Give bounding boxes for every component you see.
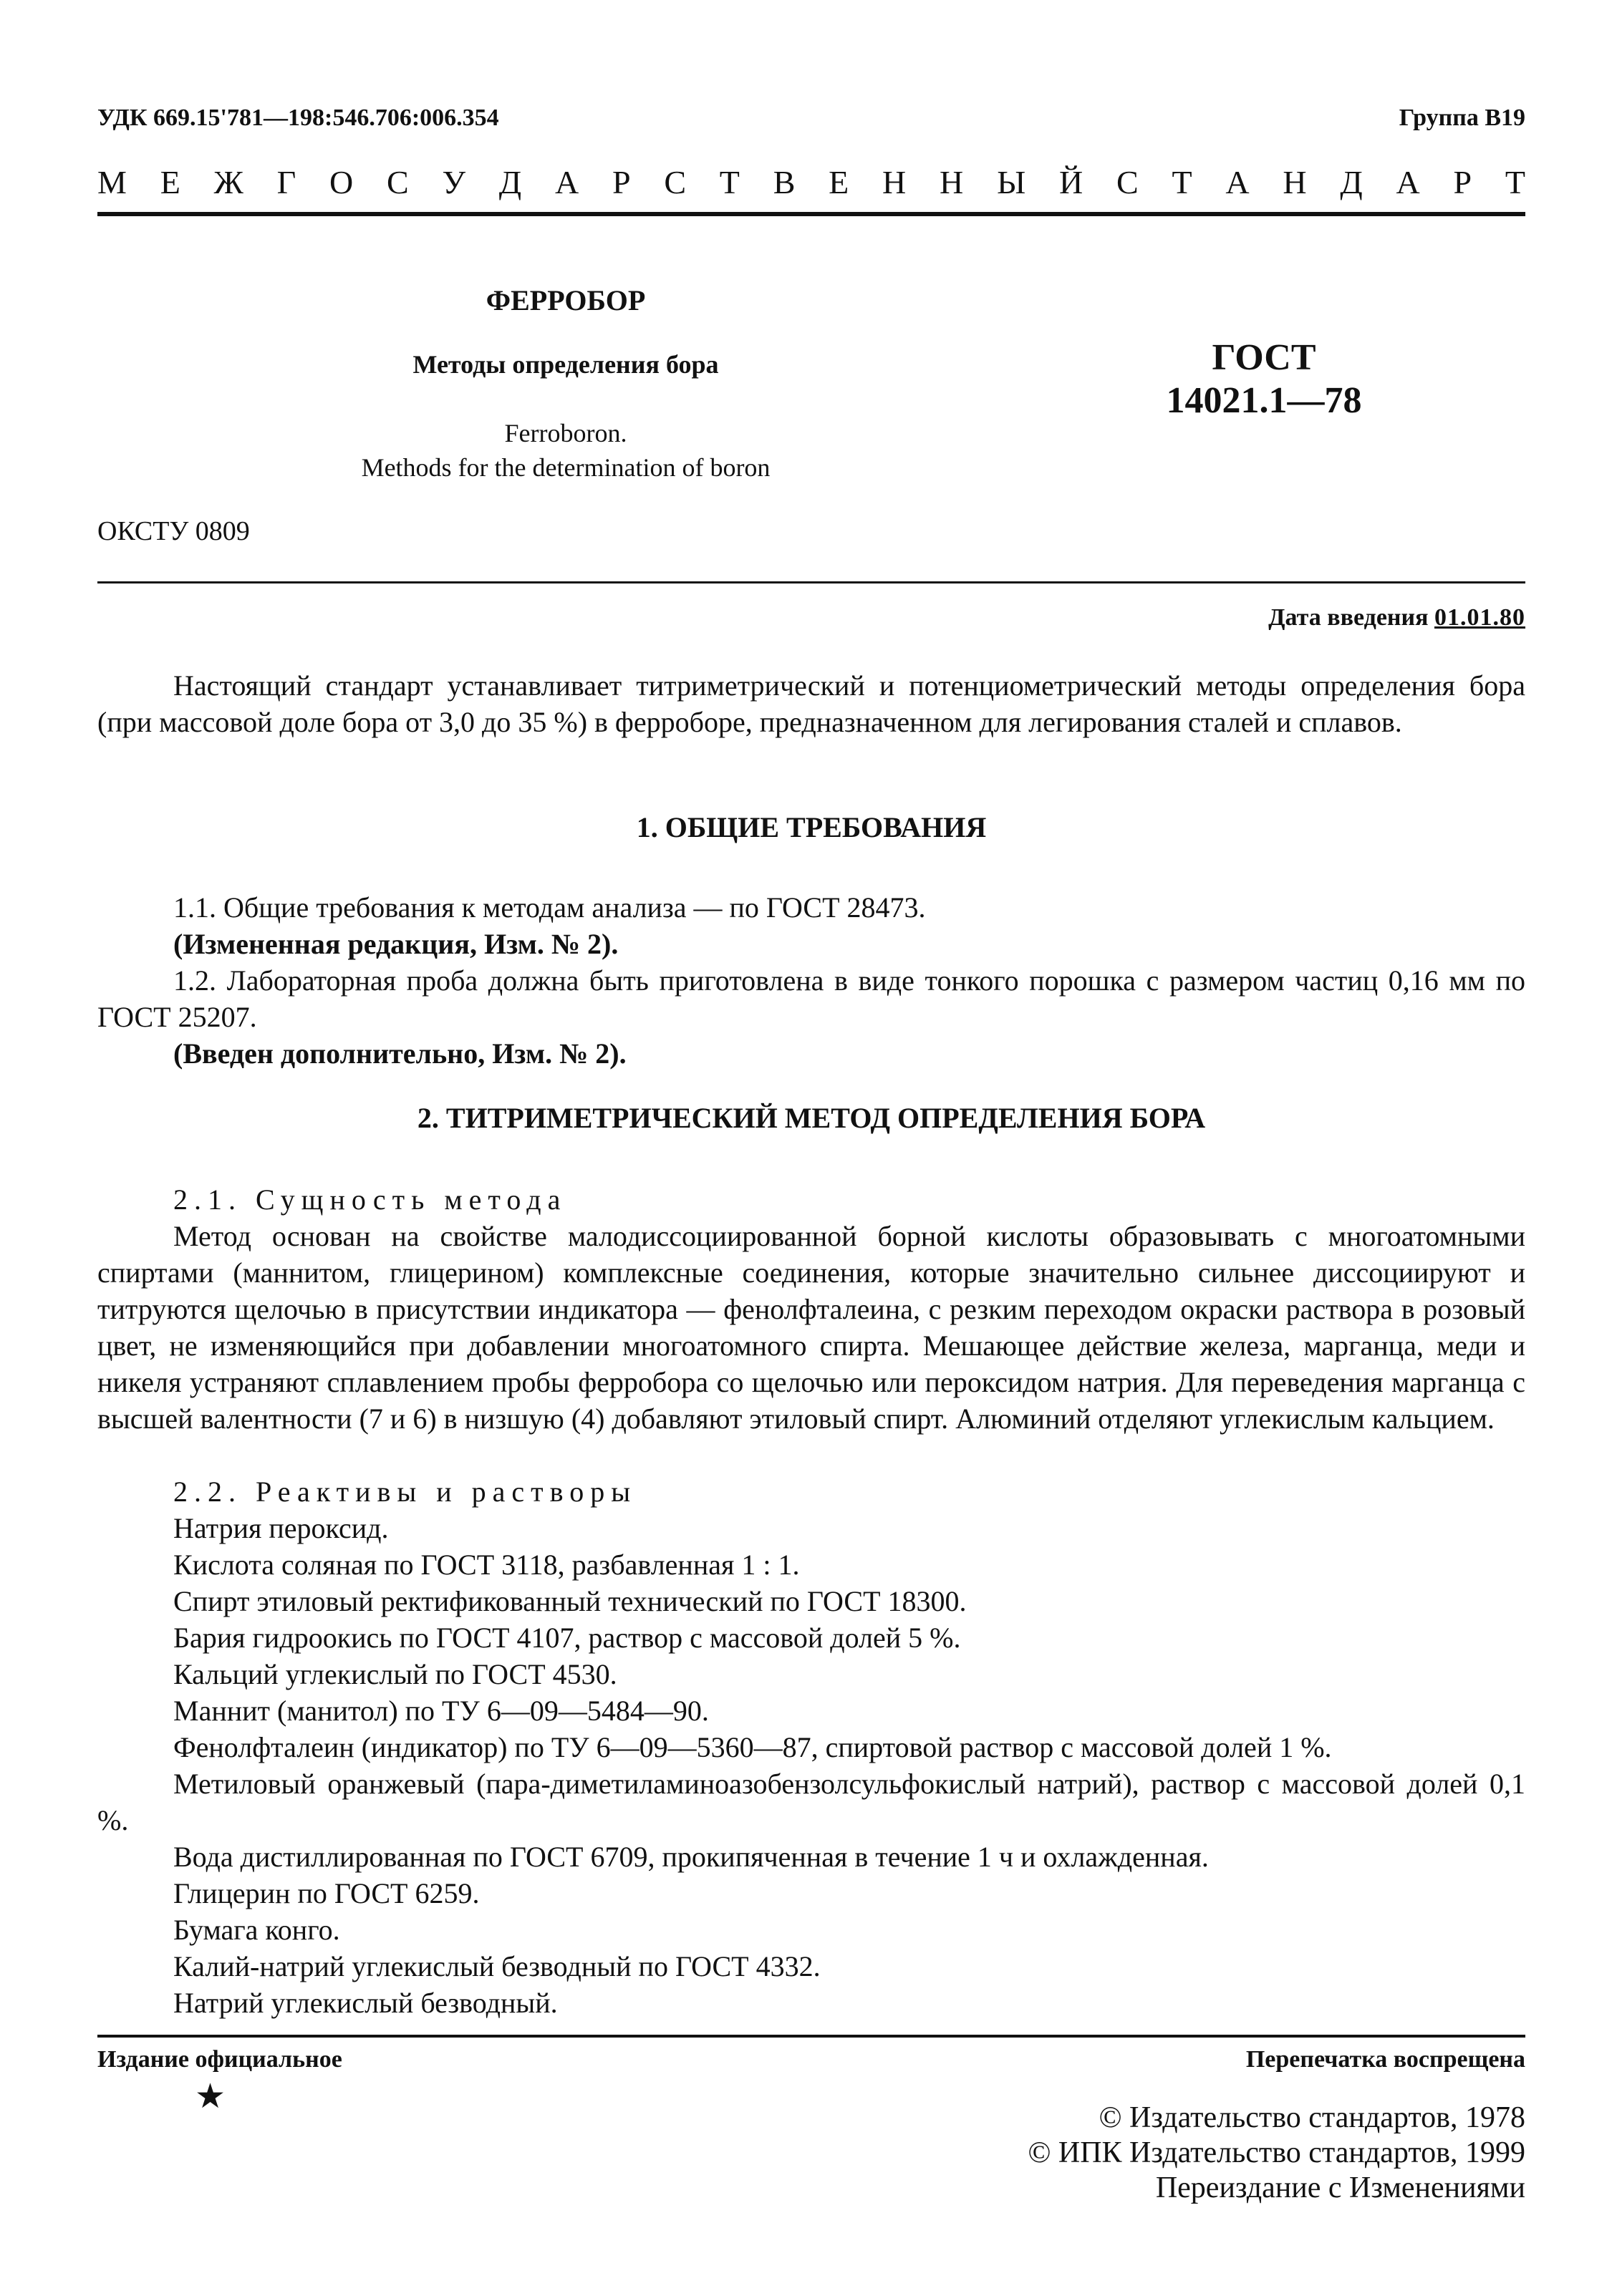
copyright-1978: © Издательство стандартов, 1978 — [1099, 2101, 1525, 2134]
reissue-note: Переиздание с Изменениями — [1155, 2171, 1525, 2204]
reagent-item: Бария гидроокись по ГОСТ 4107, раствор с массовой долей 5 %. — [173, 1622, 961, 1654]
section1-heading: 1. ОБЩИЕ ТРЕБОВАНИЯ — [636, 811, 987, 843]
reagent-item: Кальций углекислый по ГОСТ 4530. — [173, 1658, 617, 1690]
reagent-item: Фенолфталеин (индикатор) по ТУ 6—09—5360—87, спиртовой раствор с массовой долей 1 %. — [173, 1731, 1332, 1763]
doc-subtitle: Методы определения бора — [412, 350, 719, 379]
intro-date-value: 01.01.80 — [1434, 604, 1525, 631]
reagent-item: Маннит (манитол) по ТУ 6—09—5484—90. — [173, 1695, 709, 1727]
clause-1-2-note: (Введен дополнительно, Изм. № 2). — [173, 1037, 627, 1070]
reagent-item: Глицерин по ГОСТ 6259. — [173, 1877, 480, 1909]
doc-title: ФЕРРОБОР — [486, 284, 646, 316]
standard-type: М Е Ж Г О С У Д А Р С Т В Е Н Н Ы Й С Т А Н Д А Р Т — [97, 164, 1525, 200]
title-rule — [97, 581, 1525, 583]
reagent-item: Спирт этиловый ректификованный технический по ГОСТ 18300. — [173, 1585, 967, 1617]
copyright-1999: © ИПК Издательство стандартов, 1999 — [1028, 2136, 1525, 2169]
reprint-prohibited: Перепечатка воспрещена — [1245, 2046, 1525, 2073]
reagent-item: Натрий углекислый безводный. — [173, 1987, 558, 2019]
intro-date — [1268, 604, 1525, 631]
reagent-item: Натрия пероксид. — [173, 1512, 389, 1544]
intro-date-label: Дата введения — [1268, 604, 1429, 631]
reagent-item: Метиловый оранжевый (пара-диметиламиноазобензолсульфокислый натрий), раствор с массовой долей 0,1 %. — [97, 1768, 1525, 1836]
footer-rule — [97, 2035, 1525, 2038]
clause-2-1-title: 2.1. Сущность метода — [173, 1183, 567, 1216]
udc-code: УДК 669.15'781—198:546.706:006.354 — [97, 105, 499, 131]
gost-label: ГОСТ — [1212, 337, 1316, 378]
doc-subtitle-en: Methods for the determination of boron — [361, 453, 771, 482]
clause-2-1-text: Метод основан на свойстве малодиссоциированной борной кислоты образовывать с многоатомными спиртами (маннитом, глицерином) комплексные соединения, которые значительно сильнее диссоциируют и титруются щелочью в присутствии индикатора — фенолфталеина, с резким переходом окраски раствора в розовый цвет, не изменяющийся при добавлении многоатомного спирта. Мешающее действие железа, марганца, меди и никеля устраняют сплавлением пробы ферробора со щелочью или пероксидом натрия. Для переведения марганца с высшей валентности (7 и 6) в низшую (4) добавляют этиловый спирт. Алюминий отделяют углекислым кальцием. — [97, 1220, 1525, 1435]
reagent-item: Калий-натрий углекислый безводный по ГОСТ 4332. — [173, 1950, 821, 1982]
group-code: Группа В19 — [1399, 105, 1525, 131]
clause-1-2: 1.2. Лабораторная проба должна быть приготовлена в виде тонкого порошка с размером частиц 0,16 мм по ГОСТ 25207. — [97, 964, 1525, 1033]
official-edition: Издание официальное — [97, 2046, 342, 2073]
intro-paragraph: Настоящий стандарт устанавливает титриметрический и потенциометрический методы определения бора (при массовой доле бора от 3,0 до 35 %) в ферроборе, предназначенном для легирования сталей и сплавов. — [97, 669, 1525, 738]
clause-1-1-note: (Измененная редакция, Изм. № 2). — [173, 928, 619, 960]
reagent-item: Кислота соляная по ГОСТ 3118, разбавленная 1 : 1. — [173, 1549, 800, 1581]
star-icon: ★ — [195, 2078, 226, 2116]
section2-heading: 2. ТИТРИМЕТРИЧЕСКИЙ МЕТОД ОПРЕДЕЛЕНИЯ БОРА — [417, 1102, 1206, 1134]
reagent-item: Вода дистиллированная по ГОСТ 6709, прокипяченная в течение 1 ч и охлажденная. — [173, 1841, 1209, 1873]
gost-number: 14021.1—78 — [1166, 380, 1362, 421]
clause-1-1: 1.1. Общие требования к методам анализа — по ГОСТ 28473. — [173, 891, 926, 924]
doc-title-en: Ferroboron. — [504, 419, 627, 447]
clause-2-2-title: 2.2. Реактивы и растворы — [173, 1476, 637, 1508]
okstu-code: ОКСТУ 0809 — [97, 516, 250, 546]
reagent-item: Бумага конго. — [173, 1914, 340, 1946]
header-rule — [97, 212, 1525, 216]
